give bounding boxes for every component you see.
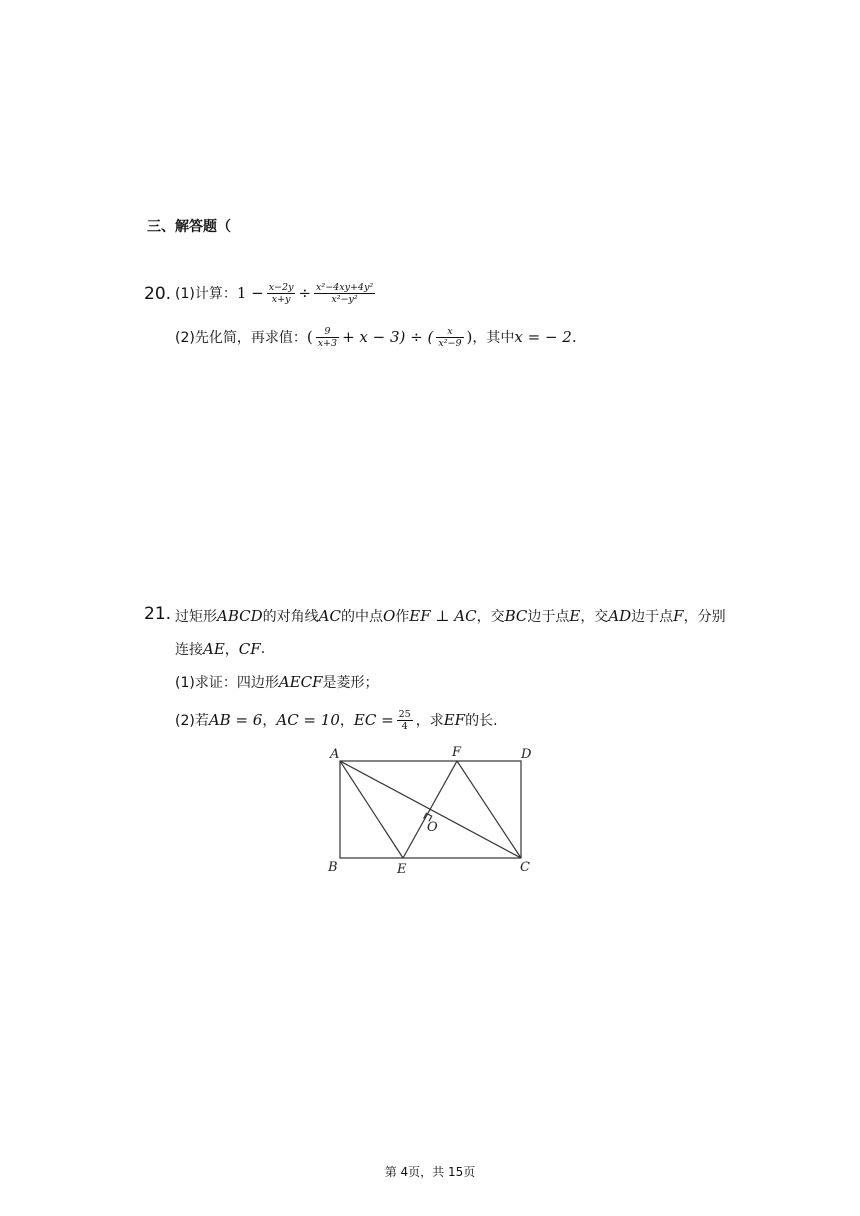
q21-text-segment: 边于点: [527, 609, 570, 625]
rectangle-figure: [322, 740, 542, 880]
q20-p1-frac1-num: x−2y: [268, 281, 294, 293]
q21-p2-ec: EC =: [353, 711, 394, 729]
q20-p2-tail-cn: ，其中: [472, 330, 515, 346]
q20-p1-label: (1)计算：: [175, 286, 237, 302]
q21-text-segment: 连接: [175, 642, 203, 658]
q21-p1-tail: 是菱形；: [322, 675, 379, 691]
q21-p2-ab: AB = 6: [208, 711, 263, 729]
q20-p1-frac2-den: x²−y²: [331, 293, 358, 305]
q20-p2-label: (2)先化简，再求值：: [175, 330, 307, 346]
q20-p2-end: .: [571, 328, 577, 346]
q20-p2-open: (: [306, 328, 313, 346]
label-e: E: [397, 862, 407, 877]
q21-text-segment: 的对角线: [262, 609, 319, 625]
q21-p2-label: (2)若: [175, 713, 209, 729]
q21-text-segment: ，: [224, 642, 239, 658]
q21-p1-math: AECF: [278, 673, 323, 691]
q21-text-segment: ，分别: [683, 609, 726, 625]
question-21-part1: [175, 670, 379, 694]
q20-p2-tail-math: x = − 2: [514, 328, 572, 346]
q21-p2-sep: ，: [262, 713, 277, 729]
segment-cf: [457, 761, 521, 858]
q21-p2-ef: EF: [443, 711, 466, 729]
q21-p1-label: (1)求证：四边形: [175, 675, 279, 691]
segment-ef: [403, 761, 457, 858]
label-a: A: [330, 747, 340, 762]
q21-text-segment: ABCD: [217, 607, 263, 625]
q20-p1-fraction1: [267, 282, 296, 305]
q20-p1-fraction2: [314, 282, 375, 305]
q21-text-segment: F: [673, 607, 684, 625]
q21-text-segment: ，交: [580, 609, 609, 625]
q20-p2-fraction2: [436, 326, 463, 349]
label-f: F: [452, 745, 462, 760]
question-20-part1: [175, 278, 378, 308]
q21-text-segment: 边于点: [631, 609, 674, 625]
q20-p2-close: ): [466, 328, 473, 346]
q21-text-segment: CF: [238, 640, 261, 658]
q21-text-segment: AC: [318, 607, 341, 625]
q21-p2-tail2: 的长.: [465, 713, 498, 729]
q21-text-segment: AE: [203, 640, 225, 658]
label-b: B: [328, 860, 338, 875]
q21-text-segment: 过矩形: [175, 609, 217, 625]
q21-text-segment: EF ⊥ AC: [409, 607, 477, 625]
q21-p2-frac-num: 25: [398, 708, 411, 720]
question-21-line1: [175, 604, 726, 628]
q21-p2-frac-den: 4: [401, 720, 408, 732]
q20-p1-divide: ÷: [298, 284, 312, 302]
page-footer: 第 4页，共 15页: [384, 1165, 476, 1179]
question-20-part2: [175, 322, 577, 352]
label-o: O: [427, 820, 438, 835]
q21-p2-fraction: [397, 709, 413, 732]
label-d: D: [521, 747, 532, 762]
q21-text-segment: AD: [608, 607, 632, 625]
section-title: 三、解答题（: [147, 219, 231, 235]
q20-p1-frac1-den: x+y: [271, 293, 291, 305]
q20-p2-frac2-num: x: [436, 326, 463, 338]
question-21-line2: [175, 637, 265, 661]
q21-text-segment: ，交: [476, 609, 505, 625]
q20-p2-fraction1: [316, 326, 339, 349]
q21-p2-tail1: ，求: [415, 713, 444, 729]
q20-p1-one: 1 −: [236, 284, 264, 302]
question-21-number: 21.: [144, 604, 172, 624]
question-20-number: 20.: [144, 284, 172, 304]
q20-p1-frac2-num: x²−4xy+4y²: [316, 281, 374, 293]
q20-p2-frac2-den: x²−9: [438, 337, 462, 349]
q21-text-segment: 作: [395, 609, 410, 625]
q21-text-segment: .: [260, 641, 266, 657]
segment-ae: [340, 761, 403, 858]
q20-p2-frac1-den: x+3: [317, 337, 338, 349]
q21-text-segment: O: [382, 607, 396, 625]
q21-p2-sep2: ，: [339, 713, 354, 729]
q21-p2-ac: AC = 10: [276, 711, 340, 729]
q20-p2-mid: + x − 3) ÷ (: [342, 328, 434, 346]
label-c: C: [520, 860, 530, 875]
q21-text-segment: 的中点: [340, 609, 383, 625]
q21-text-segment: E: [569, 607, 581, 625]
q20-p2-frac1-num: 9: [316, 326, 339, 338]
question-21-part2: [175, 704, 498, 736]
q21-text-segment: BC: [504, 607, 528, 625]
